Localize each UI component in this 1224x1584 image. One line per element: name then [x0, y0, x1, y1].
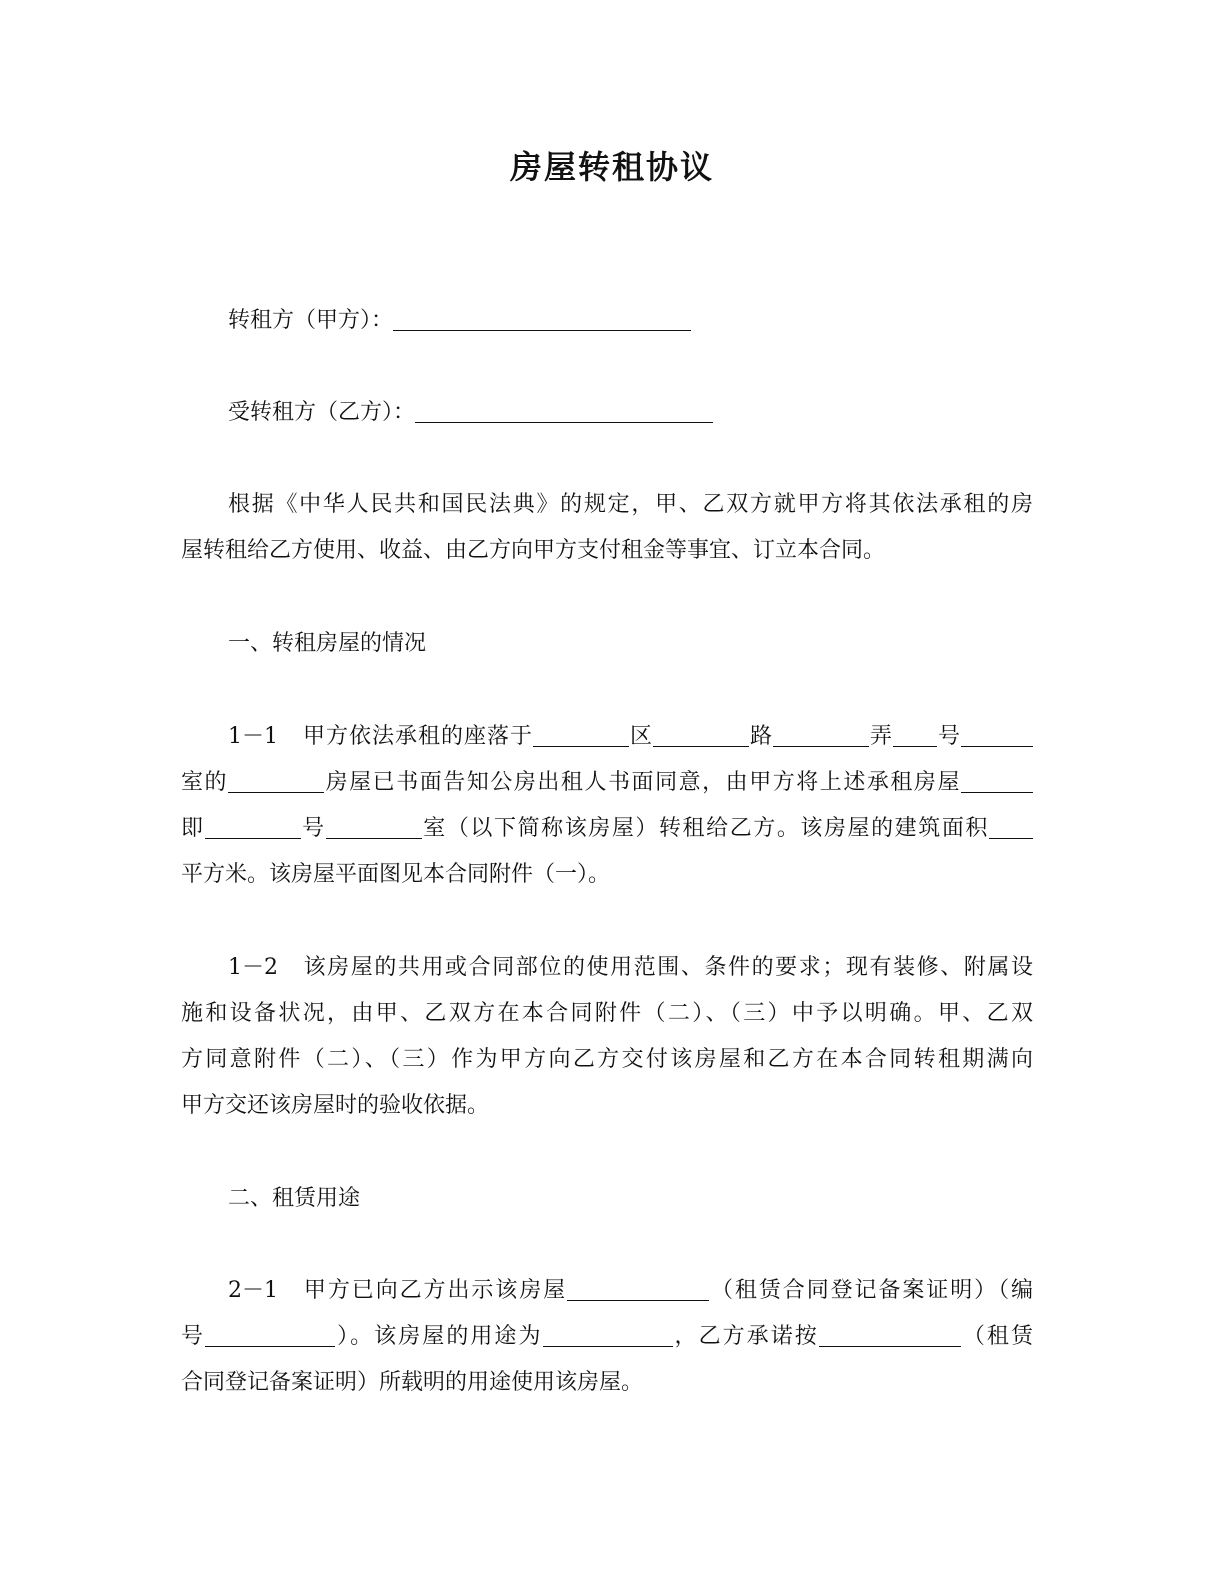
clause-2-1-line-3: 合同登记备案证明）所载明的用途使用该房屋。	[181, 1370, 644, 1395]
intro-line-2: 屋转租给乙方使用、收益、由乙方向甲方支付租金等事宜、订立本合同。	[181, 538, 886, 563]
clause-1-2-line-1	[228, 945, 1033, 991]
clause-text: 号	[936, 724, 961, 749]
section-1-heading: 一、转租房屋的情况	[228, 631, 427, 656]
usage-blank[interactable]	[543, 1324, 673, 1347]
party-b-line	[228, 390, 1033, 436]
clause-number: 2－1	[228, 1278, 278, 1303]
usage-certificate-blank[interactable]	[819, 1324, 961, 1347]
party-b-blank[interactable]	[415, 400, 713, 423]
district-blank[interactable]	[533, 724, 629, 747]
clause-text: 甲方已向乙方出示该房屋	[302, 1278, 568, 1303]
house-blank[interactable]	[961, 770, 1033, 793]
clause-1-1-line-2	[181, 760, 1033, 806]
clause-text: （租赁	[960, 1324, 1033, 1349]
lane-blank[interactable]	[773, 724, 869, 747]
house-type-blank[interactable]	[228, 770, 324, 793]
clause-text: 该房屋的共用或合同部位的使用范围、条件的要求；现有装修、附属设	[302, 955, 1033, 980]
document-title: 房屋转租协议	[509, 148, 714, 186]
area-blank[interactable]	[989, 816, 1033, 839]
clause-text: 号	[300, 816, 326, 841]
clause-1-2-line-3: 方同意附件（二）、（三）作为甲方向乙方交付该房屋和乙方在本合同转租期满向	[181, 1047, 1033, 1072]
clause-1-2-line-4: 甲方交还该房屋时的验收依据。	[181, 1093, 490, 1118]
clause-text: 室（以下简称该房屋）转租给乙方。该房屋的建筑面积	[421, 816, 989, 841]
certificate-number-blank[interactable]	[205, 1324, 335, 1347]
clause-text: 弄	[868, 724, 893, 749]
road-blank[interactable]	[653, 724, 749, 747]
clause-2-1-line-1	[228, 1268, 1033, 1314]
party-a-line	[228, 298, 1033, 344]
party-a-label: 转租方（甲方）：	[228, 308, 394, 333]
party-a-blank[interactable]	[393, 308, 691, 331]
clause-2-1-line-2	[181, 1314, 1033, 1360]
clause-number: 1－1	[228, 724, 278, 749]
clause-text: 路	[748, 724, 773, 749]
room-blank[interactable]	[961, 724, 1033, 747]
section-2-heading: 二、租赁用途	[228, 1186, 361, 1211]
clause-text: ，乙方承诺按	[672, 1324, 819, 1349]
intro-line-1: 根据《中华人民共和国民法典》的规定，甲、乙双方就甲方将其依法承租的房	[228, 492, 1033, 517]
clause-text: 即	[181, 816, 205, 841]
clause-text: 甲方依法承租的座落于	[302, 724, 533, 749]
clause-text: （租赁合同登记备案证明）（编	[709, 1278, 1033, 1303]
clause-1-2-line-2: 施和设备状况，由甲、乙双方在本合同附件（二）、（三）中予以明确。甲、乙双	[181, 1001, 1033, 1026]
clause-text: 区	[628, 724, 653, 749]
clause-text: ）。该房屋的用途为	[335, 1324, 543, 1349]
clause-1-1-line-3	[181, 806, 1033, 852]
clause-text: 房屋已书面告知公房出租人书面同意，由甲方将上述承租房屋	[324, 770, 961, 795]
clause-1-1-line-4: 平方米。该房屋平面图见本合同附件（一）。	[181, 862, 611, 887]
address-room-blank[interactable]	[326, 816, 422, 839]
certificate-blank[interactable]	[567, 1278, 709, 1301]
clause-number: 1－2	[228, 955, 278, 980]
clause-text: 号	[181, 1324, 206, 1349]
clause-text: 室的	[181, 770, 229, 795]
clause-1-1-line-1	[228, 714, 1033, 760]
number-blank[interactable]	[893, 724, 937, 747]
party-b-label: 受转租方（乙方）：	[228, 400, 416, 425]
address-number-blank[interactable]	[205, 816, 301, 839]
